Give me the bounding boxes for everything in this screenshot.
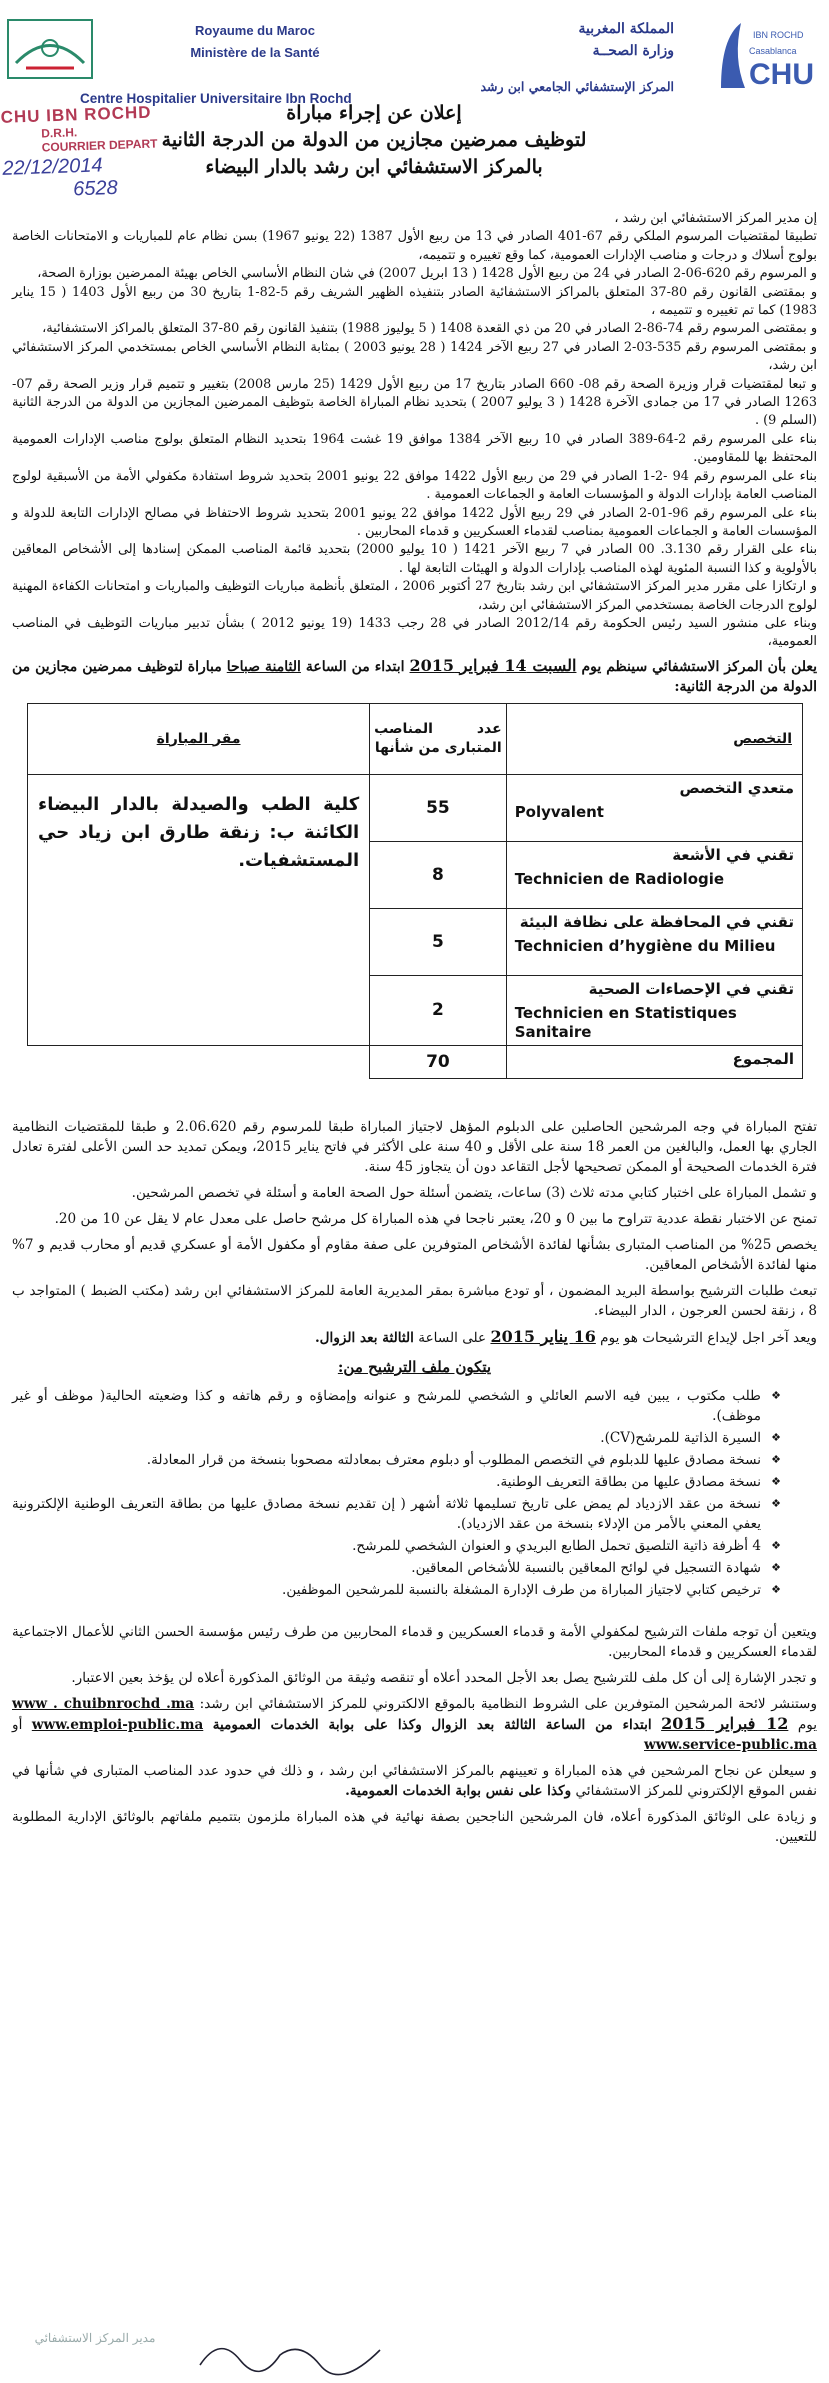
closing-p3-pre: وستنشر لائحة المرشحين المتوفرين على الشروط النظامية بالموقع الالكتروني للمركز الاستشفائي ابن رشد: bbox=[199, 1696, 818, 1713]
spec-fr: Technicien en Statistiques Sanitaire bbox=[514, 1004, 737, 1041]
intro-p2: و المرسوم رقم 620-06-2 الصادر في 24 من ربيع الأول 1428 ( 13 ابريل 2007) في شان النظام الأساسي الخاص بهيئة الممرضين بوزارة الصحة، bbox=[37, 266, 817, 282]
stamp-number: 6528 bbox=[72, 176, 119, 201]
chu-website-link[interactable]: www . chuibnrochd .ma bbox=[12, 1696, 195, 1713]
ministry-logo-icon bbox=[6, 18, 94, 80]
spec-ar: متعدي التخصص bbox=[679, 778, 794, 797]
col-speciality: التخصص bbox=[506, 703, 802, 774]
list-publish-time: ابتداء من الساعة الثالثة بعد الزوال bbox=[431, 1717, 652, 1734]
spec-fr: Technicien d’hygiène du Milieu bbox=[514, 937, 776, 956]
condition-5: تبعث طلبات الترشيح بواسطة البريد المضمون ، أو تودع مباشرة بمقر المديرية العامة للمركز الاستشفائي ابن رشد (مكتب الضبط ) المتواجد ب 8 ، زنقة لحسن العرجون ، الدار البيضاء. bbox=[12, 1282, 817, 1319]
spec-fr: Technicien de Radiologie bbox=[514, 870, 725, 889]
condition-2: و تشمل المباراة على اختبار كتابي مدته ثلاث (3) ساعات، يتضمن أسئلة حول الصحة العامة و أسئلة في تخصص المرشحين. bbox=[131, 1184, 817, 1201]
intro-p3: و بمقتضى القانون رقم 80-37 المتعلق بالمراكز الاستشفائية الصادر بتنفيذه الظهير الشريف رقم 5-82-1 بتاريخ 30 من ربيع الأول 1403 ( 15 يناير 1983) كما تم تغييره و تتميمه ، bbox=[12, 284, 818, 319]
col-count: عدد المناصب المتبارى من شأنها bbox=[370, 703, 507, 774]
exam-location: كلية الطب والصيدلة بالدار البيضاء الكائنة ب: زنقة طارق ابن زياد حي المستشفيات. bbox=[28, 774, 370, 1045]
condition-4: يخصص 25% من المناصب المتبارى بشأنها لفائدة الأشخاص المتوفرين على صفة مقاوم أو مكفول الأمة أو عسكري قديم أو محارب قديم و 7% منها لفائدة الأشخاص المعاقين. bbox=[12, 1236, 817, 1273]
stamp-line1: CHU IBN ROCHD bbox=[0, 102, 152, 127]
spec-count: 2 bbox=[370, 975, 507, 1045]
col-location: مقر المباراة bbox=[28, 703, 370, 774]
kingdom-label-ar: المملكة المغربية bbox=[578, 21, 674, 37]
title-3: بالمركز الاستشفائي ابن رشد بالدار البيضاء bbox=[205, 156, 543, 178]
or-label: أو bbox=[12, 1717, 23, 1734]
ministry-label-ar: وزارة الصحــة bbox=[592, 43, 674, 59]
deadline-post: على الساعة bbox=[418, 1329, 487, 1346]
chu-logo-text: CHU bbox=[749, 58, 814, 91]
total-label: المجموع bbox=[732, 1049, 794, 1068]
intro-director: إن مدير المركز الاستشفائي ابن رشد ، bbox=[614, 211, 817, 226]
title-2: لتوظيف ممرضين مجازين من الدولة من الدرجة الثانية bbox=[161, 129, 587, 151]
service-public-link[interactable]: www.service-public.ma bbox=[644, 1737, 817, 1754]
stamp-date: 22/12/2014 bbox=[2, 154, 103, 180]
list-item: ❖ ترخيص كتابي لاجتياز المباراة من طرف الإدارة المشغلة بالنسبة للمرشحين الموظفين. bbox=[12, 1580, 777, 1600]
kingdom-label: Royaume du Maroc bbox=[195, 23, 315, 38]
exam-date: السبت 14 فبراير 2015 bbox=[409, 655, 577, 675]
announcement-titles bbox=[159, 100, 589, 181]
intro-p12: وبناء على منشور السيد رئيس الحكومة رقم 2012/14 الصادر في 28 رجب 1433 (19 يونيو 2012 ) بشأن تدبير مباريات التوظيف في المناصب العمومية، bbox=[12, 615, 817, 650]
title-1: إعلان عن إجراء مباراة bbox=[286, 102, 462, 124]
deadline-time: الثالثة بعد الزوال. bbox=[314, 1329, 414, 1346]
total-value: 70 bbox=[370, 1045, 507, 1078]
announce-pre: يعلن بأن المركز الاستشفائي سينظم يوم bbox=[581, 658, 818, 675]
portal-label: وكذا على بوابة الخدمات العمومية bbox=[212, 1717, 422, 1734]
closing-p3 bbox=[12, 1694, 817, 1755]
chu-logo-icon bbox=[711, 18, 821, 93]
announce-tail: مباراة لتوظيف ممرضين مجازين من الدولة من الدرجة الثانية: bbox=[12, 658, 817, 695]
emploi-public-link[interactable]: www.emploi-public.ma bbox=[31, 1717, 204, 1734]
spec-ar: تقني في المحافظة على نظافة البيئة bbox=[519, 912, 794, 931]
spec-count: 5 bbox=[370, 908, 507, 975]
chu-logo-top: IBN ROCHD bbox=[753, 30, 804, 40]
closing-p2: و تجدر الإشارة إلى أن كل ملف للترشيح يصل بعد الأجل المحدد أعلاه أو تنقصه وثيقة من الوثائق المذكورة أعلاه لن يؤخذ بعين الاعتبار. bbox=[71, 1670, 817, 1687]
list-item: ❖ نسخة من عقد الازدياد لم يمض على تاريخ تسليمها ثلاثة أشهر ( إن تقديم نسخة مصادق عليها من بطاقة التعريف الوطنية الإلكترونية يعفي المعني بالأمر من الإدلاء بنسخة من عقد الازدياد). bbox=[12, 1494, 777, 1534]
closing-p3-day: يوم bbox=[797, 1717, 818, 1734]
dossier-heading: يتكون ملف الترشيح من: bbox=[337, 1357, 492, 1376]
deadline-pre: ويعد آخر اجل لإيداع الترشيحات هو يوم bbox=[600, 1329, 817, 1346]
intro-p9: بناء على المرسوم رقم 96-01-2 الصادر في 29 ربيع الأول 1422 موافق 22 يونيو 2001 بتحديد شروط الاحتفاظ في مصالح الإدارات التابعة للدولة و المؤسسات العامة و الجماعات العمومية بمناصب لقدماء العسكريين و قدماء المحاربين . bbox=[12, 505, 818, 539]
signature-icon bbox=[180, 2330, 420, 2380]
closing-p4 bbox=[12, 1761, 817, 1801]
list-item: ❖ نسخة مصادق عليها للدبلوم في التخصص المطلوب أو دبلوم معترف بمعادلته مصحوبا بنسخة من قرار المعادلة. bbox=[12, 1450, 777, 1470]
closing-p1: ويتعين أن توجه ملفات الترشيح لمكفولي الأمة و قدماء العسكريين و قدماء المحاربين من طرف رئيس مؤسسة الحسن الثاني للأعمال الاجتماعية لقدماء العسكريين و قدماء المحاربين. bbox=[12, 1624, 817, 1661]
document-body bbox=[12, 210, 817, 1853]
intro-p8: بناء على المرسوم رقم 94 -2-1 الصادر في 29 من ربيع الأول 1422 موافق 22 يونيو 2001 بتحديد شروط استفادة مكفولي الأمة من الأسبقية لولوج المناصب العامة بإدارات الدولة و المؤسسات العامة و الجماعات العمومية . bbox=[12, 468, 817, 503]
announcement-line bbox=[12, 656, 817, 697]
list-item: ❖ 4 أظرفة ذاتية التلصيق تحمل الطابع البريدي و العنوان الشخصي للمرشح. bbox=[12, 1536, 777, 1556]
intro-p11: و ارتكازا على مقرر مدير المركز الاستشفائي ابن رشد بتاريخ 27 أكتوبر 2006 ، المتعلق بأنظمة مباريات التوظيف والمباريات و امتحانات الكفاءة المهنية لولوج الدرجات الخاصة بمستخدمي المركز الاستشفائي ابن رشد، bbox=[12, 579, 817, 613]
intro-p5: و بمقتضى المرسوم رقم 535-03-2 الصادر في 27 ربيع الآخر 1424 ( 28 يونيو 2003 ) بمثابة النظام الأساسي الخاص بمستخدمي المركز الاستشفائي ابن رشد، bbox=[12, 339, 817, 374]
intro-p4: و بمقتضى المرسوم رقم 74-86-2 الصادر في 20 من ذي القعدة 1408 ( 5 يوليوز 1988) بتنفيذ القانون رقم 80-37 المتعلق بالمراكز الاستشفائية، bbox=[42, 321, 817, 337]
intro-p1: تطبيقا لمقتضيات المرسوم الملكي رقم 67-401 الصادر في 13 من ربيع الأول 1387 (22 يونيو 1967) بسن نظام عام للمباريات و الامتحانات الخاصة بولوج أسلاك و درجات و مناصب الإدارات العمومية، كما وقع تغييره و تتميمه، bbox=[12, 229, 817, 263]
intro-p7: بناء على المرسوم رقم 2-64-389 الصادر في 10 ربيع الآخر 1384 موافق 19 غشت 1964 بتحديد النظام المتعلق بولوج مناصب الإدارات العمومية المحتفظ بها للمقاومين. bbox=[12, 431, 817, 466]
positions-table bbox=[27, 703, 803, 1079]
dossier-list bbox=[12, 1386, 817, 1600]
stamp-line3: COURRIER DEPART bbox=[41, 136, 158, 155]
table-header-row bbox=[28, 703, 803, 774]
spec-fr: Polyvalent bbox=[514, 803, 604, 822]
announce-post: ابتداء من الساعة bbox=[305, 658, 405, 675]
spec-count: 8 bbox=[370, 841, 507, 908]
closing-section bbox=[12, 1622, 817, 1847]
condition-3: تمنح عن الاختبار نقطة عددية تتراوح ما بين 0 و 20، يعتبر ناجحا في هذه المباراة كل مرشح حاصل على معدل عام لا يقل عن 10 من 20. bbox=[54, 1210, 817, 1227]
closing-p5: و زيادة على الوثائق المذكورة أعلاه، فان المرشحين الناجحين بصفة نهائية في هذه المباراة ملزمون بتتميم ملفاتهم بالوثائق الإدارية المطلوبة للتعيين. bbox=[12, 1809, 817, 1846]
intro-p10: بناء على القرار رقم 3.130. 00 الصادر في 7 ربيع الآخر 1421 ( 10 يوليو 2000) بتحديد قائمة المناصب الممكن إسنادها إلى الأشخاص المعاقين بالأولوية و كذا النسبة المئوية لهذه المناصب بإدارات الدولة و الهيئات التابعة لها . bbox=[12, 542, 818, 576]
condition-1: تفتح المباراة في وجه المرشحين الحاصلين على الدبلوم المؤهل لاجتياز المباراة طبقا للمرسوم رقم 2.06.620 و طبقا للمقتضيات النظامية الجاري بها العمل، والبالغين من العمر 18 سنة على الأقل و 40 سنة على الأكثر في فاتح يناير 2015، ويمكن تمديد حد السن الأعلى لفترة تعادل فترة الخدمات الصحيحة أو الممكن تصحيحها لأجل التقاعد دون أن يتجاوز 45 سنة. bbox=[12, 1118, 817, 1175]
arabic-header bbox=[414, 18, 674, 98]
intro-p6: و تبعا لمقتضيات قرار وزيرة الصحة رقم 08- 660 الصادر بتاريخ 17 من ربيع الأول 1429 (25 مارس 2008) بتغيير و تتميم قرار وزير الصحة رقم 07- 1263 الصادر في 17 من جمادى الآخرة 1428 ( 3 يوليو 2007 ) بتحديد نظام المباراة الخاصة بتوظيف الممرضين المجازين من الدولة من الدرجة الثانية (السلم 9) . bbox=[12, 376, 817, 429]
table-total-row bbox=[28, 1045, 803, 1078]
chu-logo-sub: Casablanca bbox=[749, 46, 797, 56]
deadline-line bbox=[12, 1327, 817, 1348]
exam-time: الثامنة صباحا bbox=[226, 658, 301, 675]
list-publish-date: 12 فبراير 2015 bbox=[661, 1714, 789, 1734]
table-row bbox=[28, 774, 803, 841]
closing-p4-text: و سيعلن عن نجاح المرشحين في هذه المباراة و تعيينهم بالمركز الاستشفائي ابن رشد ، و ذلك في حدود عدد المناصب المتبارى في شأنها في نفس الموقع الإلكتروني للمركز الاستشفائي bbox=[12, 1763, 817, 1800]
spec-count: 55 bbox=[370, 774, 507, 841]
director-stamp: مدير المركز الاستشفائي bbox=[34, 2331, 156, 2345]
stamp-line2: D.R.H. bbox=[40, 125, 78, 141]
ministry-label: Ministère de la Santé bbox=[190, 45, 320, 60]
list-item: ❖ شهادة التسجيل في لوائح المعاقين بالنسبة للأشخاص المعاقين. bbox=[12, 1558, 777, 1578]
hospital-label: Centre Hospitalier Universitaire Ibn Rochd bbox=[80, 91, 352, 106]
list-item: ❖ السيرة الذاتية للمرشح(CV). bbox=[12, 1428, 777, 1448]
courier-stamp bbox=[0, 102, 168, 208]
spec-ar: تقني في الإحصاءات الصحية bbox=[588, 979, 794, 998]
deadline-date: 16 يناير 2015 bbox=[490, 1326, 596, 1346]
spec-ar: تقني في الأشعة bbox=[672, 845, 794, 864]
french-header bbox=[80, 20, 370, 106]
closing-p4-bold: وكذا على نفس بوابة الخدمات العمومية. bbox=[345, 1783, 572, 1800]
list-item: ❖ طلب مكتوب ، يبين فيه الاسم العائلي و الشخصي للمرشح و عنوانه وإمضاؤه و رقم هاتفه و كذا وضعيته الحالية( موظف أو غير موظف). bbox=[12, 1386, 777, 1426]
list-item: ❖ نسخة مصادق عليها من بطاقة التعريف الوطنية. bbox=[12, 1472, 777, 1492]
conditions-section bbox=[12, 1117, 817, 1348]
hospital-label-ar: المركز الإستشفائي الجامعي ابن رشد bbox=[480, 79, 674, 94]
